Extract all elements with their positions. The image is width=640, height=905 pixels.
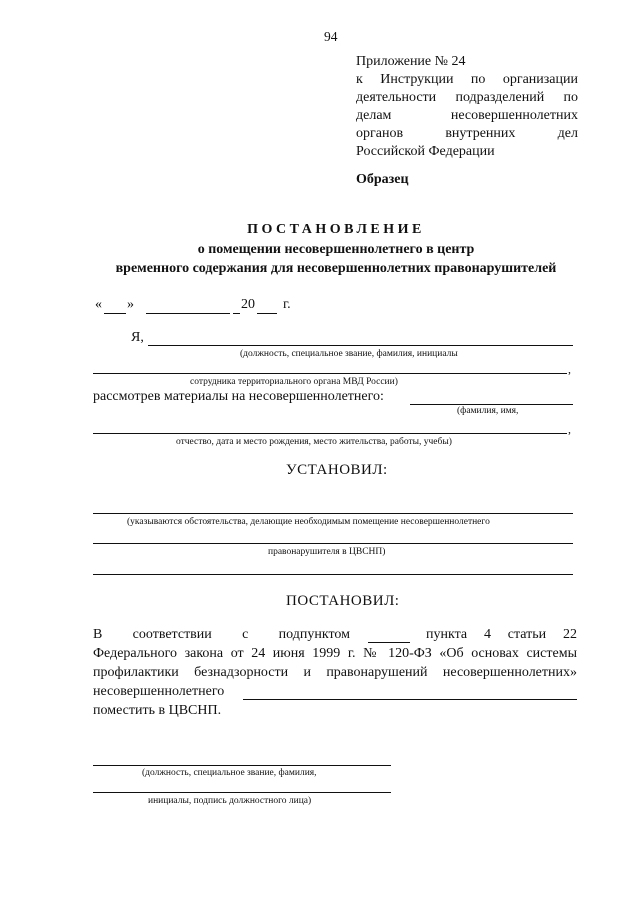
materials-caption-2: отчество, дата и место рождения, место жительства, работы, учебы): [176, 437, 452, 447]
officer-ya-label: Я,: [131, 330, 144, 345]
date-month-field[interactable]: [146, 313, 230, 314]
resolved-minor-field[interactable]: [243, 699, 577, 700]
materials-comma: ,: [568, 422, 571, 436]
appendix-line-4: делам несовершеннолетних: [356, 108, 578, 123]
appendix-line-2: к Инструкции по организации: [356, 72, 578, 87]
date-year-lead: [233, 313, 240, 314]
appendix-line-5: органов внутренних дел: [356, 126, 578, 141]
page-number: 94: [324, 29, 338, 44]
officer-comma: ,: [568, 362, 571, 376]
established-heading: УСТАНОВИЛ:: [286, 462, 388, 478]
established-caption-1: (указываются обстоятельства, делающие необходимым помещение несовершеннолетнего: [127, 517, 490, 527]
resolved-line-1a: В соответствии с подпунктом: [93, 627, 350, 642]
sample-label: Образец: [356, 172, 409, 187]
document-subtitle-1: о помещении несовершеннолетнего в центр: [197, 242, 475, 257]
date-year-field[interactable]: [257, 313, 277, 314]
resolved-line-5: поместить в ЦВСНП.: [93, 703, 222, 718]
signature-field-2[interactable]: [93, 792, 391, 793]
date-quote-close: »: [127, 297, 134, 312]
signature-caption-1: (должность, специальное звание, фамилия,: [142, 768, 317, 778]
established-caption-2: правонарушителя в ЦВСНП): [268, 547, 386, 557]
resolved-line-2: Федерального закона от 24 июня 1999 г. № 120-ФЗ «Об основах системы: [93, 646, 577, 661]
established-field-1[interactable]: [93, 513, 573, 514]
resolved-line-1b: пункта 4 статьи 22: [426, 627, 577, 642]
materials-field-2[interactable]: [93, 433, 567, 434]
signature-caption-2: инициалы, подпись должностного лица): [148, 796, 312, 806]
resolved-heading: ПОСТАНОВИЛ:: [286, 593, 400, 609]
resolved-line-3: профилактики безнадзорности и правонарушений несовершеннолетних»: [93, 665, 577, 680]
date-day-field[interactable]: [104, 313, 126, 314]
officer-caption-1: (должность, специальное звание, фамилия, инициалы: [240, 349, 458, 359]
resolved-line-4: несовершеннолетнего: [93, 684, 225, 699]
established-field-3[interactable]: [93, 574, 573, 575]
officer-field-2[interactable]: [93, 373, 567, 374]
document-title: ПОСТАНОВЛЕНИЕ: [247, 222, 425, 237]
date-year-prefix: 20: [241, 297, 255, 312]
materials-caption-1: (фамилия, имя,: [457, 406, 519, 416]
materials-lead: рассмотрев материалы на несовершеннолетнего:: [93, 389, 384, 404]
officer-caption-2: сотрудника территориального органа МВД России): [190, 377, 398, 387]
date-year-suffix: г.: [283, 297, 291, 312]
materials-field-1[interactable]: [410, 404, 573, 405]
resolved-subpoint-field[interactable]: [368, 642, 410, 643]
signature-field-1[interactable]: [93, 765, 391, 766]
officer-field-1[interactable]: [148, 345, 573, 346]
document-subtitle-2: временного содержания для несовершеннолетних правонарушителей: [115, 261, 557, 276]
appendix-line-1: Приложение № 24: [356, 54, 466, 69]
appendix-block: [356, 53, 578, 161]
date-quote-open: «: [95, 297, 102, 312]
appendix-line-3: деятельности подразделений по: [356, 90, 578, 105]
established-field-2[interactable]: [93, 543, 573, 544]
appendix-line-6: Российской Федерации: [356, 144, 495, 159]
